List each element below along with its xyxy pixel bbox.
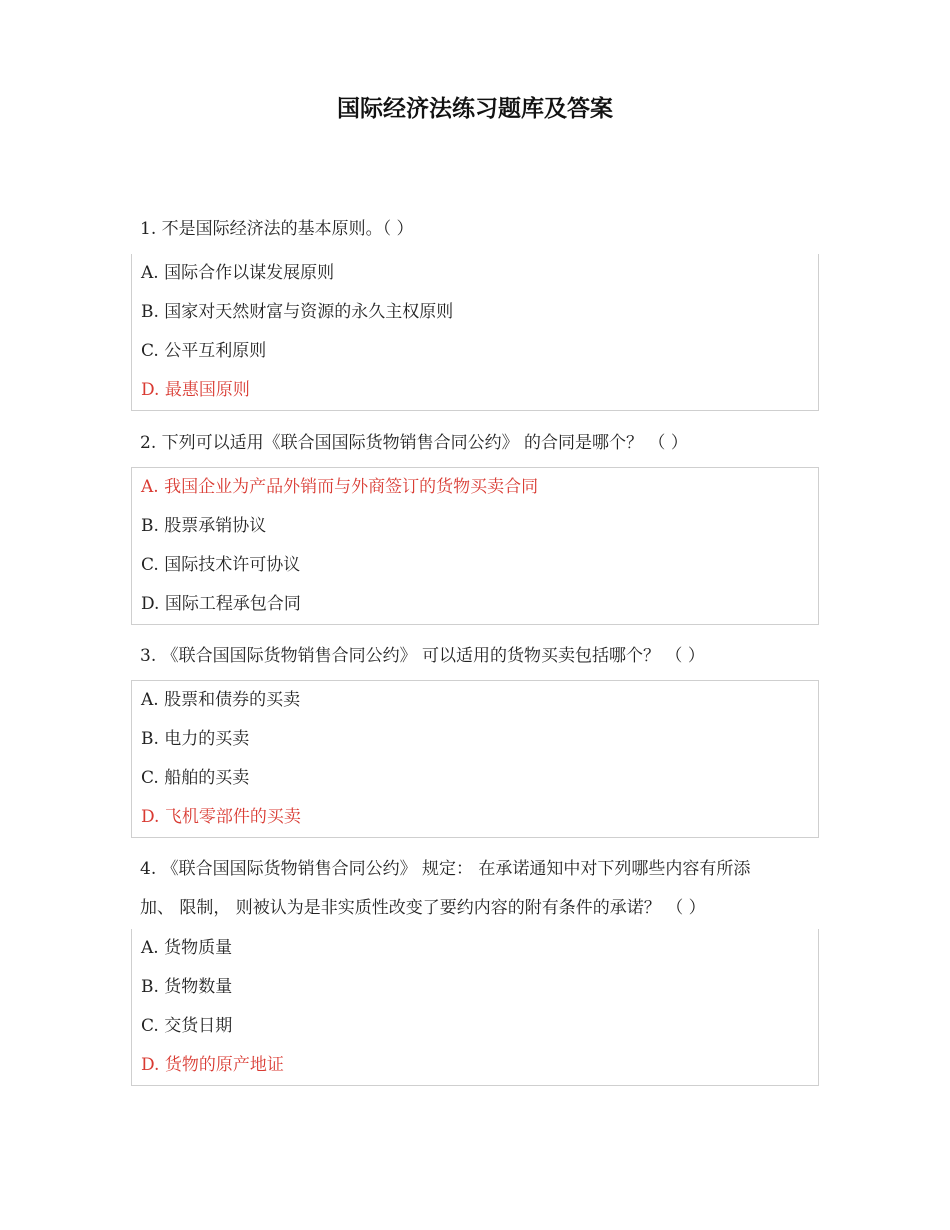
- page-title: 国际经济法练习题库及答案: [337, 96, 613, 122]
- option-a-correct-answer: A. 我国企业为产品外销而与外商签订的货物买卖合同: [141, 477, 539, 497]
- option-b: B. 股票承销协议: [141, 516, 267, 536]
- option-a: A. 货物质量: [141, 938, 233, 958]
- question-1-stem: 1. 不是国际经济法的基本原则。（ ）: [140, 219, 414, 239]
- option-b: B. 国家对天然财富与资源的永久主权原则: [141, 302, 454, 322]
- question-4-stem-line-2: 加、 限制， 则被认为是非实质性改变了要约内容的附有条件的承诺？ （ ）: [140, 898, 706, 918]
- question-4-options: [131, 929, 819, 1086]
- option-d-correct-answer: D. 飞机零部件的买卖: [141, 807, 301, 827]
- option-a: A. 股票和债券的买卖: [141, 690, 301, 710]
- question-2-stem: 2. 下列可以适用《联合国国际货物销售合同公约》 的合同是哪个？ （ ）: [140, 433, 688, 453]
- option-a: A. 国际合作以谋发展原则: [141, 263, 335, 283]
- question-2-options: [131, 467, 819, 625]
- question-3-options: [131, 680, 819, 838]
- option-c: C. 公平互利原则: [141, 341, 267, 361]
- option-c: C. 船舶的买卖: [141, 768, 250, 788]
- option-d-correct-answer: D. 最惠国原则: [141, 380, 250, 400]
- question-4-stem-line-1: 4. 《联合国国际货物销售合同公约》 规定： 在承诺通知中对下列哪些内容有所添: [140, 859, 751, 879]
- option-c: C. 国际技术许可协议: [141, 555, 301, 575]
- option-b: B. 电力的买卖: [141, 729, 250, 749]
- question-3-stem: 3. 《联合国国际货物销售合同公约》 可以适用的货物买卖包括哪个？ （ ）: [140, 646, 705, 666]
- question-4-stem: [140, 850, 820, 928]
- question-1-options: [131, 254, 819, 411]
- option-d: D. 国际工程承包合同: [141, 594, 301, 614]
- option-b: B. 货物数量: [141, 977, 233, 997]
- option-d-correct-answer: D. 货物的原产地证: [141, 1055, 284, 1075]
- option-c: C. 交货日期: [141, 1016, 233, 1036]
